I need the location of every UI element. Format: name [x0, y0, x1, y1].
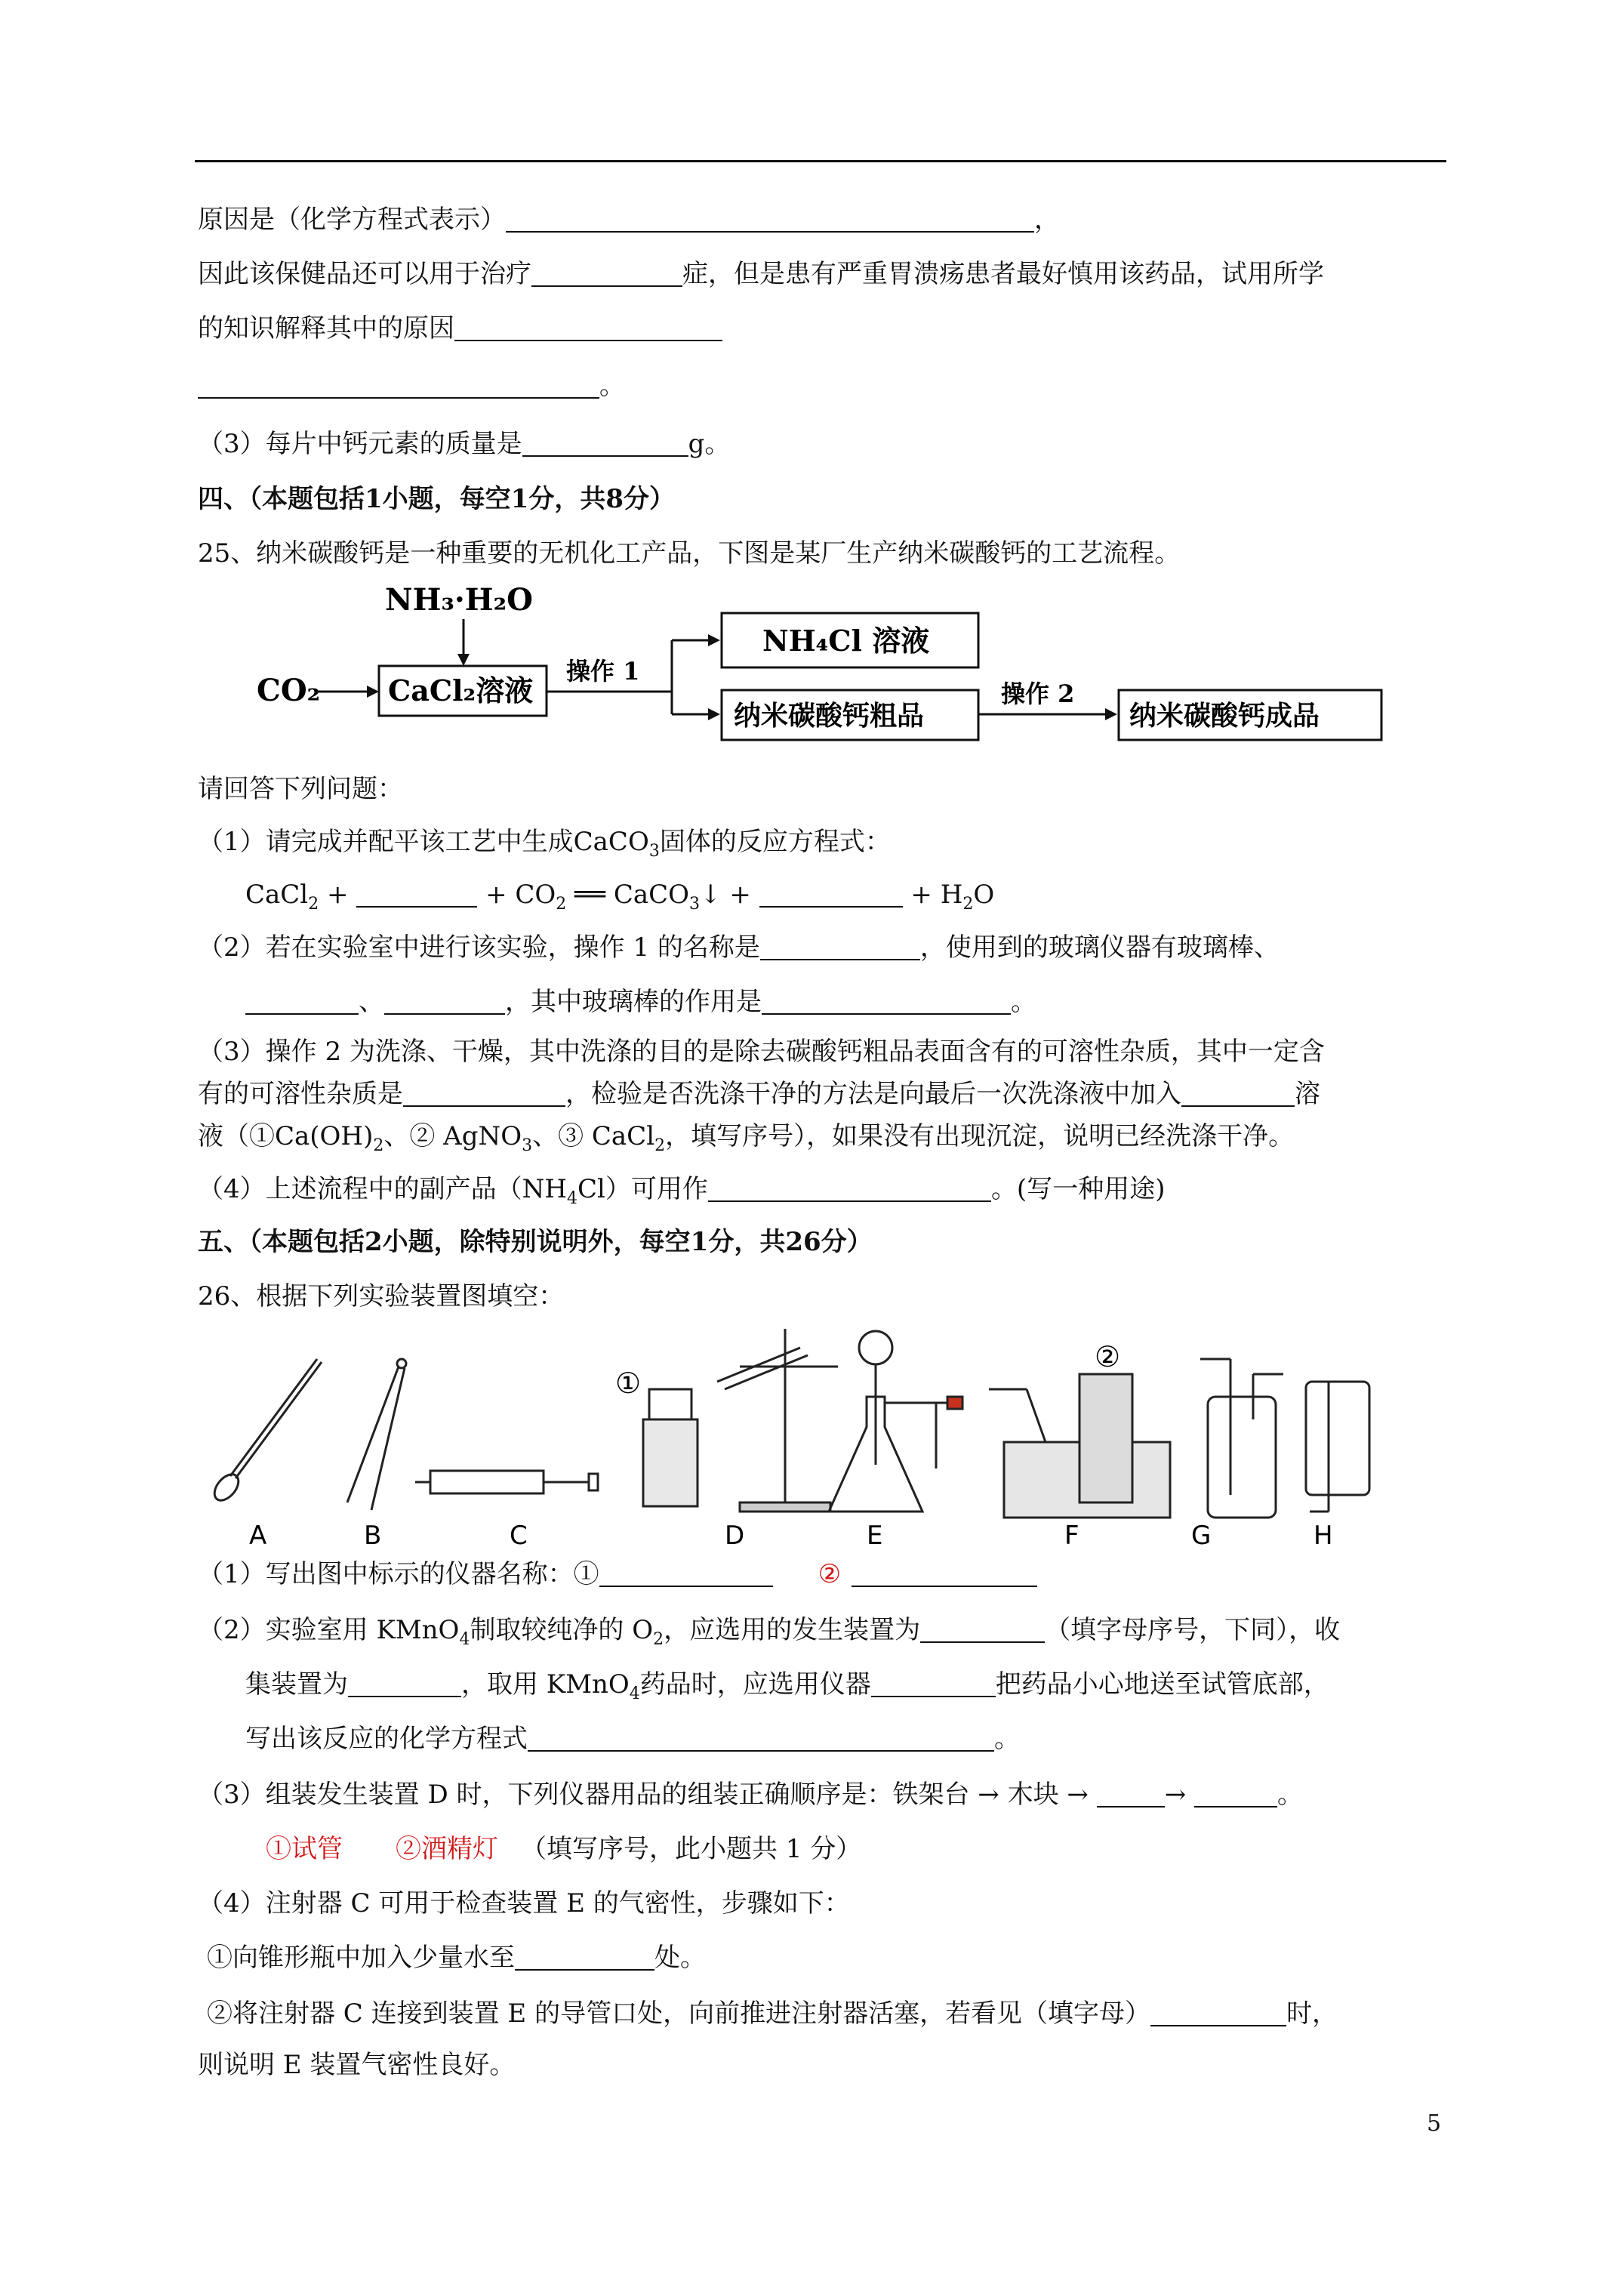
text-line: （2）实验室用 KMnO$_4$制取较纯净的 $O_2$，应选用的发生装置为 （填字母序号，下同），收: [198, 1615, 1341, 1649]
flow-arrowhead: [457, 654, 470, 666]
apparatus-e-flask: [829, 1331, 962, 1512]
equation-line: CaCl$_2$ + + $CO_2$ ══ CaCO$_3$↓ + + $H_2O$: [245, 880, 995, 914]
text-line: （1）写出图中标示的仪器名称：① ②: [198, 1557, 1037, 1592]
flow-nh4cl-label: NH₄Cl 溶液: [762, 624, 930, 658]
process-flow-diagram: [249, 574, 1397, 770]
text-line: 写出该反应的化学方程式 。: [245, 1724, 1020, 1754]
apparatus-b-tongs: [347, 1359, 406, 1510]
text-line: 。: [198, 368, 625, 403]
apparatus-mark-2: ②: [1095, 1340, 1121, 1373]
answer-blank[interactable]: [852, 1560, 1037, 1587]
answer-blank[interactable]: [708, 1175, 991, 1202]
text-line: 液（$①Ca(OH)_2$、② AgNO$_3$、③ CaCl$_2$，填写序号），如果没有出现沉淀，说明已经洗涤干净。: [198, 1121, 1295, 1155]
answer-blank[interactable]: [348, 1670, 461, 1697]
answer-blank[interactable]: [759, 880, 903, 908]
answer-blank[interactable]: [356, 880, 477, 908]
flow-nh3-label: NH₃·H₂O: [385, 582, 533, 618]
text-line: （3）操作 2 为洗涤、干燥，其中洗涤的目的是除去碳酸钙粗品表面含有的可溶性杂质，其中一定含: [198, 1037, 1325, 1067]
apparatus-label-c: C: [510, 1521, 528, 1551]
flow-co2-label: CO₂: [257, 673, 321, 708]
text-line: 因此该保健品还可以用于治疗 症，但是患有严重胃溃疡患者最好慎用该药品，试用所学: [198, 259, 1324, 289]
flow-cacl2-label: CaCl₂溶液: [388, 673, 534, 707]
text-line: 原因是（化学方程式表示） ，: [198, 205, 1060, 235]
text-line: 集装置为 ，取用 KMnO$_4$药品时，应选用仪器 把药品小心地送至试管底部，: [245, 1669, 1329, 1703]
answer-blank[interactable]: [506, 205, 1034, 233]
answer-blank[interactable]: [1181, 1080, 1295, 1107]
apparatus-a-spoon: [210, 1359, 322, 1505]
answer-blank[interactable]: [760, 933, 920, 960]
text-line: ①向锥形瓶中加入少量水至 处。: [207, 1943, 706, 1973]
answer-blank[interactable]: [1150, 1999, 1286, 2026]
text-line: （4）注射器 C 可用于检查装置 E 的气密性，步骤如下：: [198, 1888, 850, 1918]
text-line: （2）若在实验室中进行该实验，操作 1 的名称是 ，使用到的玻璃仪器有玻璃棒、: [198, 932, 1280, 963]
answer-blank[interactable]: [599, 1560, 773, 1587]
flow-op2-label: 操作 2: [1001, 680, 1075, 708]
answer-blank[interactable]: [1097, 1780, 1165, 1808]
apparatus-figure: [196, 1314, 1374, 1555]
apparatus-label-h: H: [1313, 1521, 1333, 1551]
apparatus-d-heating-setup: [643, 1329, 838, 1512]
text-line: 的知识解释其中的原因: [198, 311, 722, 346]
answer-blank[interactable]: [528, 1724, 994, 1752]
answer-blank[interactable]: [515, 1943, 654, 1971]
apparatus-label-e: E: [867, 1521, 883, 1551]
answer-blank[interactable]: [1194, 1780, 1277, 1808]
text-line: （4）上述流程中的副产品$(NH_4Cl)$可用作 。(写一种用途): [198, 1174, 1166, 1208]
answer-blank[interactable]: [403, 1080, 565, 1107]
answer-blank[interactable]: [454, 314, 722, 341]
flow-crude-label: 纳米碳酸钙粗品: [734, 700, 925, 732]
section-heading: 五、（本题包括2小题，除特别说明外，每空1分，共26分）: [198, 1227, 873, 1257]
apparatus-label-f: F: [1064, 1521, 1079, 1551]
apparatus-h-gas-bottle: [1306, 1382, 1369, 1512]
text-line: ②将注射器 C 连接到装置 E 的导管口处，向前推进注射器活塞，若看见（填字母） 时，: [207, 1999, 1338, 2029]
apparatus-label-a: A: [249, 1521, 267, 1551]
header-rule: [195, 160, 1446, 162]
apparatus-g-gas-bottle: [1200, 1359, 1283, 1518]
answer-blank[interactable]: [198, 371, 599, 399]
flow-arrowhead: [367, 686, 379, 698]
text-line: （3）组装发生装置 D 时，下列仪器用品的组装正确顺序是：铁架台 → 木块 → → 。: [198, 1780, 1304, 1810]
text-line: （1）请完成并配平该工艺中生成CaCO$_3$固体的反应方程式：: [198, 827, 891, 861]
text-line: 请回答下列问题：: [198, 774, 403, 804]
apparatus-f-water-trough: [989, 1374, 1170, 1518]
apparatus-c-syringe: [415, 1471, 598, 1493]
text-line: 有的可溶性杂质是 ，检验是否洗涤干净的方法是向最后一次洗涤液中加入 溶: [198, 1079, 1320, 1109]
answer-blank[interactable]: [522, 430, 688, 457]
apparatus-mark-1: ①: [615, 1367, 642, 1400]
flow-arrowhead: [1105, 708, 1117, 720]
section-heading: 四、（本题包括1小题，每空1分，共8分）: [198, 484, 675, 514]
text-line: 则说明 E 装置气密性良好。: [198, 2050, 516, 2080]
answer-blank[interactable]: [871, 1670, 996, 1697]
answer-blank[interactable]: [920, 1616, 1045, 1643]
apparatus-label-g: G: [1191, 1521, 1212, 1551]
apparatus-label-b: B: [364, 1521, 382, 1551]
flow-arrowhead: [708, 708, 720, 720]
answer-blank[interactable]: [762, 988, 1011, 1015]
text-line: ①试管 ②酒精灯 （填写序号，此小题共 1 分）: [266, 1834, 862, 1864]
flow-product-label: 纳米碳酸钙成品: [1129, 700, 1320, 732]
question-stem: 26、根据下列实验装置图填空：: [198, 1281, 565, 1311]
flow-op1-label: 操作 1: [566, 657, 640, 686]
answer-blank[interactable]: [245, 988, 359, 1015]
page-number: 5: [1427, 2110, 1442, 2137]
apparatus-label-d: D: [725, 1521, 745, 1551]
text-line: （3）每片中钙元素的质量是 g。: [198, 429, 731, 459]
answer-blank[interactable]: [531, 260, 682, 287]
answer-blank[interactable]: [384, 988, 505, 1015]
text-line: 、 ，其中玻璃棒的作用是 。: [245, 985, 1036, 1019]
flow-arrowhead: [708, 634, 720, 646]
question-stem: 25、纳米碳酸钙是一种重要的无机化工产品，下图是某厂生产纳米碳酸钙的工艺流程。: [198, 538, 1181, 569]
